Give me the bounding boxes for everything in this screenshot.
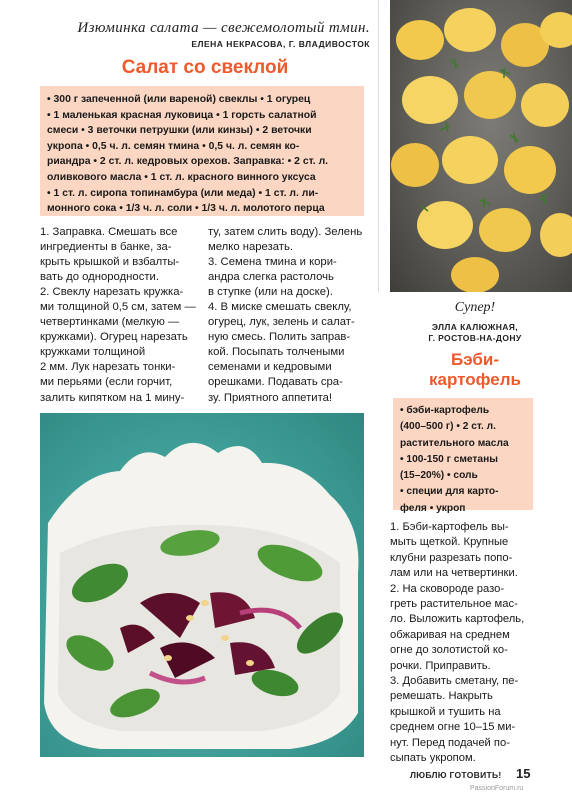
step-line: 2. На сковороде разо- bbox=[390, 582, 505, 595]
recipe2-author-city: Г. РОСТОВ-НА-ДОНУ bbox=[428, 333, 522, 343]
ingredient-line: (400–500 г) • 2 ст. л. bbox=[400, 421, 496, 433]
step-line: ную смесь. Полить заправ- bbox=[208, 331, 351, 344]
step-line: кружками). Огурец нарезать bbox=[40, 331, 188, 344]
ingredient-line: • 1 ст. л. сиропа топинамбура (или меда) • 1 ст. л. ли- bbox=[47, 187, 319, 199]
step-line: ми толщиной 0,5 см, затем — bbox=[40, 301, 196, 314]
step-line: ми перьями (если горчит, bbox=[40, 376, 173, 389]
ingredient-line: укропа • 0,5 ч. л. семян тмина • 0,5 ч. л. семян ко- bbox=[47, 140, 300, 152]
step-line: обжаривая на среднем bbox=[390, 628, 510, 641]
recipe2-author bbox=[390, 322, 560, 344]
step-line: среднем огне 10–15 ми- bbox=[390, 721, 516, 734]
step-line: 2. Свеклу нарезать кружка- bbox=[40, 286, 184, 299]
step-line: греть растительное мас- bbox=[390, 598, 518, 611]
step-line: 2 мм. Лук нарезать тонки- bbox=[40, 361, 176, 374]
ingredient-line: монного сока • 1/3 ч. л. соли • 1/3 ч. л. молотого перца bbox=[47, 203, 325, 215]
magazine-name: ЛЮБЛЮ ГОТОВИТЬ! bbox=[410, 770, 502, 780]
step-line: 4. В миске смешать свеклу, bbox=[208, 301, 352, 314]
ingredient-line: смеси • 3 веточки петрушки (или кинзы) • 2 веточки bbox=[47, 125, 312, 137]
step-line: лам или на четвертинки. bbox=[390, 567, 518, 580]
ingredient-line: • бэби-картофель bbox=[400, 405, 490, 416]
step-line: ингредиенты в банке, за- bbox=[40, 241, 172, 254]
step-line: в ступке (или на доске). bbox=[208, 286, 333, 299]
step-line: семенами и кедровыми bbox=[208, 361, 332, 374]
ingredient-line: (15–20%) • соль bbox=[400, 470, 478, 482]
column-divider bbox=[378, 0, 379, 292]
step-line: зу. Приятного аппетита! bbox=[208, 391, 333, 404]
ingredient-line: • 100-150 г сметаны bbox=[400, 453, 498, 465]
step-line: огне до золотистой ко- bbox=[390, 644, 508, 657]
recipe1-steps-column-2 bbox=[208, 225, 368, 406]
step-line: крыть крышкой и взбалты- bbox=[40, 256, 180, 269]
recipe2-title-line: Бэби- bbox=[451, 350, 499, 369]
recipe2-author-name: ЭЛЛА КАЛЮЖНАЯ, bbox=[431, 322, 519, 332]
recipe2-steps bbox=[390, 520, 565, 767]
baby-potato-photo bbox=[390, 0, 572, 292]
step-line: четвертинками (мелкую — bbox=[40, 316, 180, 329]
step-line: кой. Посыпать толчеными bbox=[208, 346, 345, 359]
step-line: ло. Выложить картофель, bbox=[390, 613, 525, 626]
step-line: ремешать. Накрыть bbox=[390, 690, 493, 703]
step-line: 1. Заправка. Смешать все bbox=[40, 226, 178, 238]
step-line: крышкой и тушить на bbox=[390, 705, 501, 718]
beet-salad-illustration bbox=[40, 413, 364, 757]
watermark: PassionForum.ru bbox=[470, 785, 524, 792]
step-line: клубни разрезать попо- bbox=[390, 551, 513, 564]
step-line: залить кипятком на 1 мину- bbox=[40, 391, 185, 404]
ingredient-line: растительного масла bbox=[400, 437, 509, 449]
recipe1-title: Салат со свеклой bbox=[121, 57, 289, 78]
baby-potato-illustration bbox=[390, 0, 572, 292]
recipe2-ingredients-box bbox=[393, 398, 533, 514]
recipe1-tagline: Изюминка салата — свежемолотый тмин. bbox=[77, 20, 370, 36]
ingredient-line: риандра • 2 ст. л. кедровых орехов. Заправка: • 2 ст. л. bbox=[47, 156, 329, 168]
ingredient-line: • 1 маленькая красная луковица • 1 горсть салатной bbox=[47, 109, 317, 121]
recipe2-tagline: Супер! bbox=[454, 300, 496, 315]
step-line: орешками. Подавать сра- bbox=[208, 376, 343, 389]
step-line: андра слегка растолочь bbox=[208, 271, 334, 284]
step-line: 1. Бэби-картофель вы- bbox=[390, 521, 509, 533]
step-line: мыть щеткой. Крупные bbox=[390, 536, 509, 549]
recipe1-steps-column-1 bbox=[40, 225, 206, 406]
step-line: ту, затем слить воду). Зелень bbox=[208, 226, 363, 238]
step-line: огурец, лук, зелень и салат- bbox=[208, 316, 355, 329]
ingredient-line: оливкового масла • 1 ст. л. красного винного уксуса bbox=[47, 171, 316, 183]
ingredient-line: • специи для карто- bbox=[400, 486, 499, 498]
step-line: 3. Добавить сметану, пе- bbox=[390, 675, 519, 688]
recipe2-title bbox=[390, 350, 560, 390]
beet-salad-photo bbox=[40, 413, 364, 757]
ingredient-line: феля • укроп bbox=[400, 502, 466, 514]
step-line: 3. Семена тмина и кори- bbox=[208, 256, 337, 269]
step-line: нут. Перед подачей по- bbox=[390, 736, 510, 749]
step-line: кружками толщиной bbox=[40, 346, 146, 359]
recipe2-title-line: картофель bbox=[429, 370, 521, 389]
step-line: рочки. Приправить. bbox=[390, 659, 491, 672]
page-number: 15 bbox=[516, 766, 531, 781]
step-line: мелко нарезать. bbox=[208, 241, 294, 254]
ingredient-line: • 300 г запеченной (или вареной) свеклы • 1 огурец bbox=[47, 94, 311, 105]
step-line: сыпать укропом. bbox=[390, 752, 476, 765]
step-line: вать до однородности. bbox=[40, 271, 159, 284]
recipe1-author: ЕЛЕНА НЕКРАСОВА, Г. ВЛАДИВОСТОК bbox=[191, 39, 370, 49]
recipe1-ingredients-box bbox=[40, 86, 364, 216]
